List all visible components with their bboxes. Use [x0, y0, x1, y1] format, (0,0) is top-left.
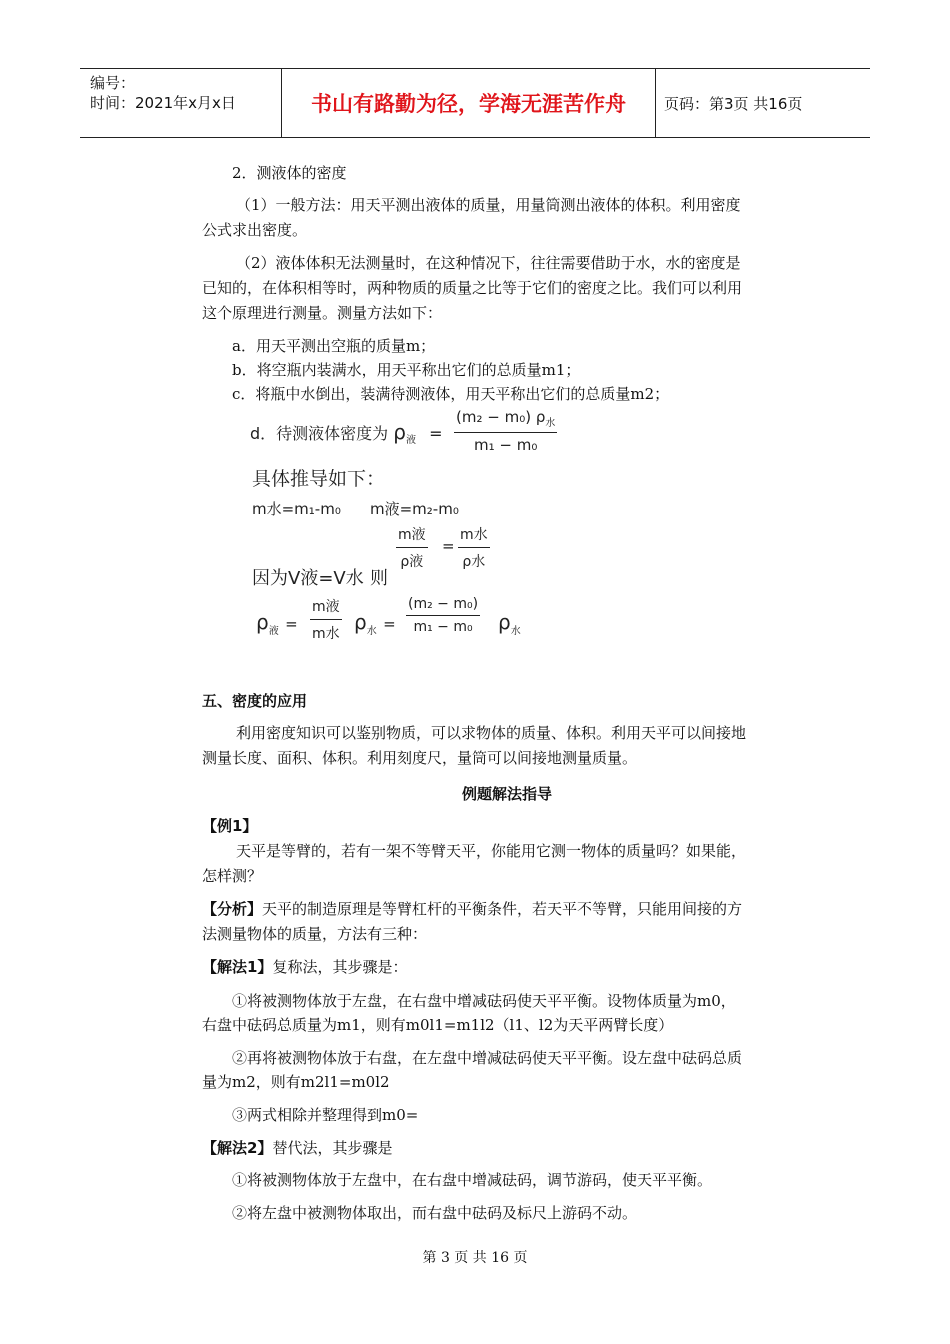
fraction — [454, 408, 557, 454]
paragraph: 法测量物体的质量，方法有三种： — [202, 925, 428, 943]
analysis-paragraph — [202, 896, 812, 923]
paragraph: 这个原理进行测量。测量方法如下： — [202, 304, 443, 322]
page-footer: 第 3 页 共 16 页 — [422, 1250, 528, 1266]
denominator: m水 — [312, 626, 340, 642]
numerator: m液 — [310, 596, 342, 620]
rho-symbol: ρ — [498, 610, 511, 634]
fraction — [458, 524, 490, 571]
list-item: c．将瓶中水倒出，装满待测液体，用天平称出它们的总质量m2； — [232, 385, 670, 403]
because-eq: 因为V液=V水 — [252, 568, 364, 589]
numerator: m水 — [458, 524, 490, 548]
fraction — [310, 596, 342, 643]
paragraph: ②再将被测物体放于右盘，在左盘中增减砝码使天平平衡。设左盘中砝码总质 — [232, 1049, 743, 1067]
subscript: 液 — [268, 626, 279, 637]
subscript: 液 — [405, 435, 416, 447]
solution-text: 复称法，其步骤是： — [272, 958, 408, 976]
denominator: ρ水 — [462, 554, 486, 570]
m-water-eq: m水=m₁-m₀ — [252, 500, 341, 518]
section-title: 五、密度的应用 — [202, 692, 308, 710]
then-word: 则 — [370, 568, 388, 589]
header-motto: 书山有路勤为径，学海无涯苦作舟 — [281, 69, 656, 137]
paragraph: （2）液体体积无法测量时，在这种情况下，往往需要借助于水，水的密度是 — [236, 254, 741, 272]
fraction — [406, 596, 480, 635]
solution-paragraph — [202, 1135, 812, 1162]
rho-symbol: ρ — [354, 610, 367, 634]
list-item: b．将空瓶内装满水，用天平称出它们的总质量m1； — [232, 361, 581, 379]
section-title: 2．测液体的密度 — [232, 164, 347, 182]
analysis-text: 天平的制造原理是等臂杠杆的平衡条件，若天平不等臂，只能用间接的方 — [262, 900, 743, 918]
paragraph: 怎样测？ — [202, 867, 263, 885]
equals-sign: = — [429, 424, 443, 443]
paragraph: 天平是等臂的，若有一架不等臂天平，你能用它测一物体的质量吗？如果能， — [236, 842, 747, 860]
formula-derivation — [246, 410, 586, 655]
equals-sign: = — [383, 615, 396, 633]
fraction — [396, 524, 428, 571]
paragraph: ①将被测物体放于左盘，在右盘中增减砝码使天平平衡。设物体质量为m0， — [232, 992, 736, 1010]
denominator: m₁ − m₀ — [474, 436, 538, 454]
rho-symbol: ρ — [256, 610, 269, 634]
derive-title: 具体推导如下： — [252, 468, 386, 490]
equals-sign: = — [442, 537, 455, 555]
paragraph: 已知的，在体积相等时，两种物质的质量之比等于它们的密度之比。我们可以利用 — [202, 279, 743, 297]
m-liquid-eq: m液=m₂-m₀ — [370, 500, 459, 518]
numerator: (m₂ − m₀) — [406, 596, 480, 616]
numerator: m液 — [396, 524, 428, 548]
header-meta — [80, 69, 280, 137]
paragraph: 量为m2，则有m2l1=m0l2 — [202, 1073, 390, 1091]
equals-sign: = — [285, 615, 298, 633]
rho-symbol: ρ — [535, 408, 546, 426]
paragraph: 利用密度知识可以鉴别物质，可以求物体的质量、体积。利用天平可以间接地 — [236, 724, 747, 742]
solution-text: 替代法，其步骤是 — [272, 1139, 393, 1157]
denominator: m₁ − m₀ — [413, 619, 473, 635]
paragraph: 右盘中砝码总质量为m1，则有m0l1=m1l2（l1、l2为天平两臂长度） — [202, 1016, 674, 1034]
subscript: 水 — [545, 418, 556, 429]
doc-time-label: 时间：2021年x月x日 — [90, 94, 236, 112]
subscript: 水 — [510, 626, 521, 637]
analysis-label: 【分析】 — [202, 900, 263, 918]
list-item: a．用天平测出空瓶的质量m； — [232, 337, 436, 355]
example-label: 【例1】 — [202, 817, 258, 835]
subscript: 水 — [366, 626, 377, 637]
examples-heading: 例题解法指导 — [461, 785, 552, 803]
paragraph: ③两式相除并整理得到m0= — [232, 1106, 419, 1124]
paragraph: 测量长度、面积、体积。利用刻度尺，量筒可以间接地测量质量。 — [202, 749, 638, 767]
header-page-label: 页码：第3页 共16页 — [664, 94, 803, 113]
solution-paragraph — [202, 954, 812, 981]
paragraph: ②将左盘中被测物体取出，而右盘中砝码及标尺上游码不动。 — [232, 1204, 638, 1222]
denominator: ρ液 — [400, 554, 424, 570]
formula-d-label: d．待测液体密度为 — [250, 424, 389, 443]
rho-symbol: ρ — [393, 420, 406, 444]
solution-label: 【解法1】 — [202, 958, 273, 976]
doc-number-label: 编号： — [90, 74, 136, 92]
paragraph: ①将被测物体放于左盘中，在右盘中增减砝码，调节游码，使天平平衡。 — [232, 1171, 713, 1189]
paragraph: （1）一般方法：用天平测出液体的质量，用量筒测出液体的体积。利用密度 — [236, 196, 741, 214]
numerator: (m₂ − m₀) — [456, 408, 532, 426]
solution-label: 【解法2】 — [202, 1139, 273, 1157]
page-header — [80, 68, 870, 138]
paragraph: 公式求出密度。 — [202, 221, 308, 239]
